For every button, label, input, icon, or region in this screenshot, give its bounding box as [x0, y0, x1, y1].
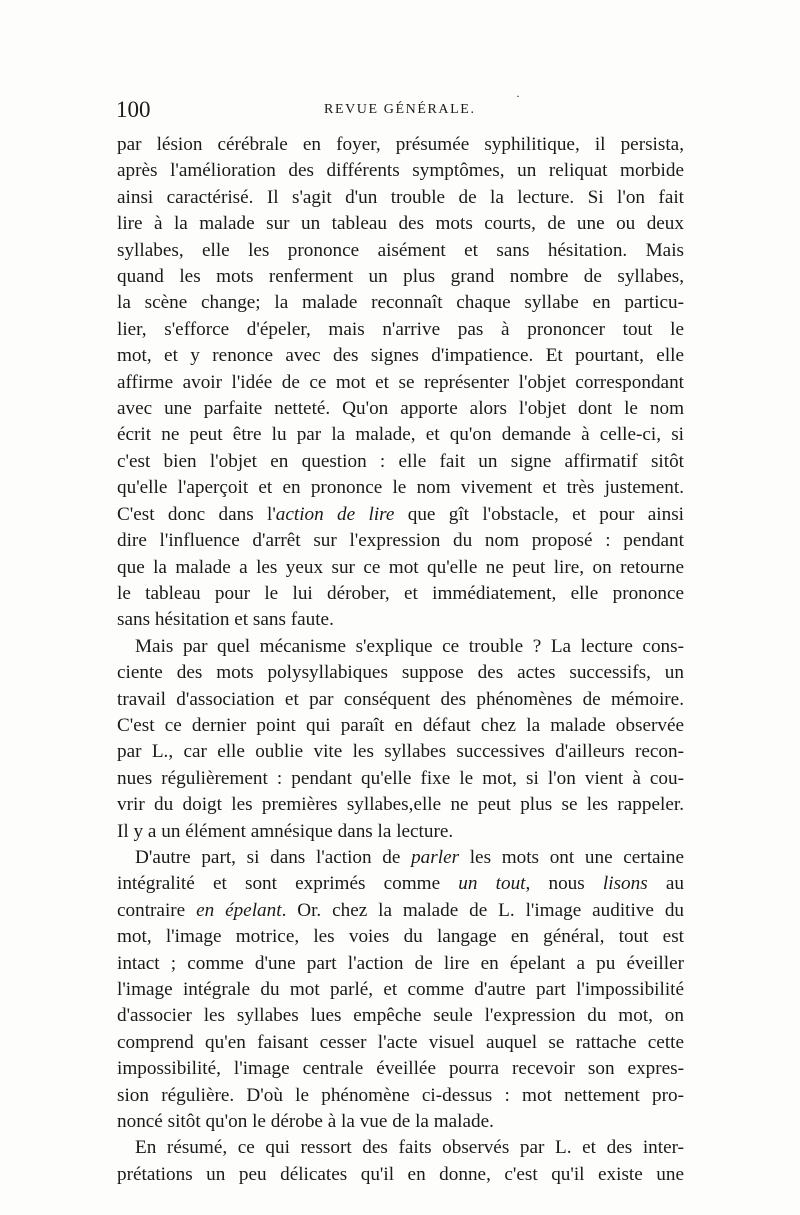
text-line	[117, 1109, 684, 1135]
text-segment: contraire	[117, 899, 197, 921]
print-mark: ·	[516, 89, 520, 103]
text-segment: les mots ont une certaine	[459, 846, 684, 868]
text-line	[117, 819, 684, 845]
text-segment: vrir du doigt les premières syllabes,elle ne peut plus se les rappeler.	[117, 794, 684, 816]
text-line	[117, 1003, 684, 1029]
text-segment: syllabes, elle les prononce aisément et sans hésitation. Mais	[117, 239, 684, 261]
text-segment: mot, l'image motrice, les voies du langage en général, tout est	[117, 926, 684, 948]
text-line	[117, 766, 684, 792]
text-line	[117, 607, 684, 633]
text-line	[117, 687, 684, 713]
text-segment: lire à la malade sur un tableau des mots courts, de une ou deux	[117, 213, 684, 235]
text-line	[117, 422, 684, 448]
text-segment: la scène change; la malade reconnaît chaque syllabe en particu-	[117, 292, 684, 314]
text-segment: travail d'association et par conséquent des phénomènes de mémoire.	[117, 688, 684, 710]
text-line	[117, 924, 684, 950]
text-line	[117, 502, 684, 528]
text-line	[117, 660, 684, 686]
text-line	[117, 370, 684, 396]
text-segment: quand les mots renferment un plus grand nombre de syllabes,	[117, 266, 684, 288]
text-line	[117, 290, 684, 316]
running-head: REVUE GÉNÉRALE.	[324, 102, 476, 117]
text-line	[117, 211, 684, 237]
text-line	[117, 1083, 684, 1109]
text-segment: comprend qu'en faisant cesser l'acte visuel auquel se rattache cette	[117, 1031, 684, 1053]
italic-text: en épelant	[196, 899, 282, 921]
text-segment: Il y a un élément amnésique dans la lecture.	[117, 820, 454, 842]
text-line	[117, 713, 684, 739]
text-segment: noncé sitôt qu'on le dérobe à la vue de la malade.	[117, 1111, 494, 1133]
page-number: 100	[116, 97, 151, 122]
text-line	[117, 449, 684, 475]
text-segment: affirme avoir l'idée de ce mot et se représenter l'objet correspondant	[117, 371, 684, 393]
text-segment: par L., car elle oublie vite les syllabes successives d'ailleurs recon-	[117, 741, 684, 763]
text-line	[117, 158, 684, 184]
text-line	[117, 634, 684, 660]
text-segment: écrit ne peut être lu par la malade, et qu'on demande à celle-ci, si	[117, 424, 684, 446]
text-line	[117, 1162, 684, 1188]
text-segment: le tableau pour le lui dérober, et immédiatement, elle prononce	[117, 582, 684, 604]
text-segment: sans hésitation et sans faute.	[117, 609, 334, 631]
text-line	[117, 1056, 684, 1082]
text-segment: D'autre part, si dans l'action de	[135, 846, 412, 868]
text-segment: par lésion cérébrale en foyer, présumée syphilitique, il persista,	[117, 134, 684, 155]
body-text	[117, 132, 684, 1188]
text-line	[117, 1135, 684, 1161]
italic-text: un tout	[458, 873, 526, 895]
text-segment: ciente des mots polysyllabiques suppose des actes successifs, un	[117, 662, 684, 684]
text-segment: sion régulière. D'où le phénomène ci-dessus : mot nettement pro-	[117, 1084, 684, 1106]
text-line	[117, 555, 684, 581]
text-segment: , nous	[525, 873, 603, 895]
text-segment: lier, s'efforce d'épeler, mais n'arrive pas à prononcer tout le	[117, 318, 684, 340]
text-segment: avec une parfaite netteté. Qu'on apporte alors l'objet dont le nom	[117, 398, 684, 420]
text-segment: Mais par quel mécanisme s'explique ce trouble ? La lecture cons-	[135, 635, 684, 657]
text-segment: mot, et y renonce avec des signes d'impatience. Et pourtant, elle	[117, 345, 684, 367]
text-segment: que gît l'obstacle, et pour ainsi	[394, 503, 684, 525]
text-segment: que la malade a les yeux sur ce mot qu'elle ne peut lire, on retourne	[117, 556, 684, 578]
text-line	[117, 1030, 684, 1056]
italic-text: parler	[411, 846, 460, 868]
text-segment: intact ; comme d'une part l'action de lire en épelant a pu éveiller	[117, 952, 684, 974]
text-line	[117, 871, 684, 897]
text-line	[117, 528, 684, 554]
text-line	[117, 317, 684, 343]
text-segment: qu'elle l'aperçoit et en prononce le nom vivement et très justement.	[117, 477, 684, 499]
text-line	[117, 264, 684, 290]
italic-text: lisons	[602, 873, 648, 895]
text-line	[117, 238, 684, 264]
text-line	[117, 977, 684, 1003]
text-line	[117, 898, 684, 924]
text-segment: impossibilité, l'image centrale éveillée pourra recevoir son expres-	[117, 1058, 684, 1080]
text-segment: . Or. chez la malade de L. l'image auditive du	[281, 899, 684, 921]
text-segment: C'est donc dans l'	[117, 503, 276, 525]
text-line	[117, 951, 684, 977]
text-line	[117, 792, 684, 818]
text-segment: l'image intégrale du mot parlé, et comme d'autre part l'impossibilité	[117, 979, 684, 1000]
text-segment: En résumé, ce qui ressort des faits observés par L. et des inter-	[135, 1137, 684, 1159]
text-line	[117, 475, 684, 501]
text-line	[117, 845, 684, 871]
text-line	[117, 396, 684, 422]
text-segment: intégralité et sont exprimés comme	[117, 873, 459, 895]
text-segment: au	[647, 873, 684, 895]
text-line	[117, 343, 684, 369]
text-segment: ainsi caractérisé. Il s'agit d'un trouble de la lecture. Si l'on fait	[117, 186, 684, 208]
text-line	[117, 739, 684, 765]
text-line	[117, 581, 684, 607]
text-segment: prétations un peu délicates qu'il en donne, c'est qu'il existe une	[117, 1163, 684, 1185]
italic-text: action de lire	[275, 503, 395, 525]
text-segment: dire l'influence d'arrêt sur l'expression du nom proposé : pendant	[117, 530, 684, 552]
text-segment: nues régulièrement : pendant qu'elle fixe le mot, si l'on vient à cou-	[117, 767, 684, 789]
page-header	[116, 89, 686, 127]
text-segment: C'est ce dernier point qui paraît en défaut chez la malade observée	[117, 714, 684, 736]
text-segment: c'est bien l'objet en question : elle fait un signe affirmatif sitôt	[117, 450, 684, 472]
text-line	[117, 185, 684, 211]
text-line	[117, 132, 684, 158]
text-segment: d'associer les syllabes lues empêche seule l'expression du mot, on	[117, 1005, 684, 1027]
text-segment: après l'amélioration des différents symptômes, un reliquat morbide	[117, 160, 684, 182]
